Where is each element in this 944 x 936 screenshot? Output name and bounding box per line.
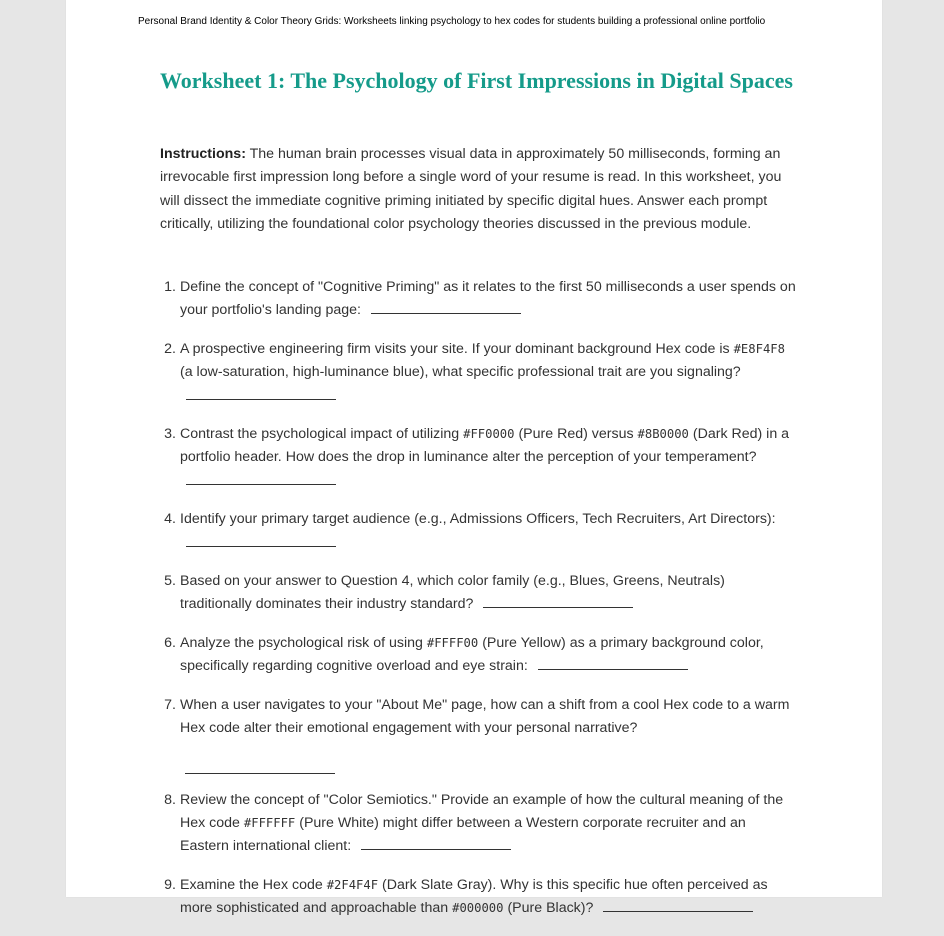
question-text: Examine the Hex code [180,876,323,893]
answer-blank-9[interactable] [603,897,753,912]
instructions-paragraph [160,143,788,237]
question-5 [160,570,796,617]
question-3 [160,423,796,493]
question-text-cont: (Pure Black)? [507,900,594,917]
answer-blank-2[interactable] [186,385,336,400]
question-text: When a user navigates to your "About Me" page, how can a shift from a cool Hex code to a warm Hex code alter their emotional engagement with your personal narrative? [180,696,790,737]
answer-blank-6[interactable] [538,655,688,670]
question-text-cont: (Pure Red) versus [518,426,634,443]
hex-code: #8B0000 [637,427,689,442]
hex-code: #FF0000 [463,427,515,442]
question-number: 8. [164,791,176,808]
question-number: 2. [164,340,176,357]
question-7 [160,694,796,774]
hex-code: #FFFF00 [426,635,479,650]
question-text: Review the concept of "Color Semiotics." Provide an example of how the cultural meaning of the Hex code [180,791,784,831]
answer-blank-4[interactable] [186,532,336,547]
question-text-cont: (Pure Yellow) as a primary background color, specifically regarding cognitive overload and eye strain: [180,634,764,675]
question-number: 5. [164,573,176,590]
question-number: 4. [164,511,176,528]
question-text-cont: (Dark Red) in a portfolio header. How does the drop in luminance alter the perception of your temperament? [180,426,790,466]
question-text-cont: (Dark Slate Gray). Why is this specific hue often perceived as more sophisticated and approachable than [180,876,768,917]
question-number: 1. [164,279,176,295]
instructions-label: Instructions: [160,146,246,162]
worksheet-title: Worksheet 1: The Psychology of First Impressions in Digital Spaces [160,68,793,93]
question-list [160,276,796,936]
document-page [66,0,882,917]
question-1 [160,276,796,323]
answer-blank-8[interactable] [361,835,511,850]
question-6 [160,632,796,679]
question-9 [160,874,796,921]
instructions-text: The human brain processes visual data in approximately 50 milliseconds, forming an irrevocable first impression long before a single word of your resume is read. In this worksheet, you will dissect the immediate cognitive priming initiated by specific digital hues. Answer each prompt critically, utilizing the foundational color psychology theories discussed in the previous module. [160,146,782,233]
question-number: 6. [164,634,176,651]
hex-code: #2F4F4F [326,877,379,892]
answer-blank-1[interactable] [371,299,521,314]
question-text: A prospective engineering firm visits your site. If your dominant background Hex code is [180,340,730,357]
hex-code: #000000 [452,901,504,916]
question-text: Identify your primary target audience (e.g., Admissions Officers, Tech Recruiters, Art Directors): [180,511,776,528]
question-text-cont: (Pure White) might differ between a Western corporate recruiter and an Eastern international client: [180,814,746,855]
question-number: 7. [164,696,176,713]
question-text: Analyze the psychological risk of using [180,634,423,651]
question-text: Based on your answer to Question 4, which color family (e.g., Blues, Greens, Neutrals) traditionally dominates their industry standard? [180,573,725,613]
question-8 [160,789,796,859]
question-number: 9. [164,876,176,893]
running-header: Personal Brand Identity & Color Theory Grids: Worksheets linking psychology to hex codes for students building a professional online portfolio [138,16,766,27]
question-text: Contrast the psychological impact of utilizing [180,426,460,443]
hex-code: #E8F4F8 [733,341,785,356]
question-2 [160,338,796,408]
question-text: Define the concept of "Cognitive Priming" as it relates to the first 50 milliseconds a user spends on your portfolio's landing page: [180,279,796,319]
hex-code: #FFFFFF [243,815,296,830]
question-text-cont: (a low-saturation, high-luminance blue), what specific professional trait are you signaling? [180,364,741,381]
question-number: 3. [164,426,176,443]
question-4 [160,508,796,555]
answer-blank-5[interactable] [483,593,633,608]
answer-blank-3[interactable] [186,470,336,485]
answer-blank-7[interactable] [185,753,335,774]
